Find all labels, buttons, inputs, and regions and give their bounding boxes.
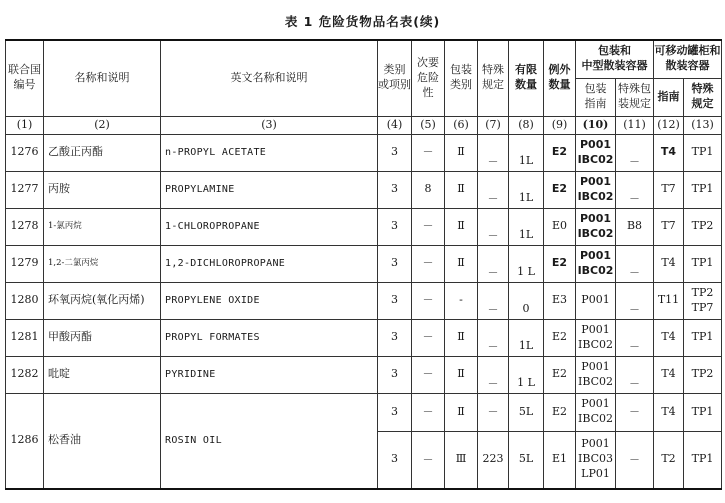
col-number: (9) (544, 116, 576, 134)
packing-instruction: P001 IBC02 (576, 208, 616, 245)
header-pack-ibc: 包装和 中型散装容器 (576, 40, 654, 78)
limited-quantity: 1 L (509, 245, 544, 282)
table-title: 表 1 危险货物品名表(续) (284, 14, 441, 29)
chinese-name: 松香油 (44, 393, 161, 489)
excepted-quantity: E2 (544, 356, 576, 393)
col-number: (3) (161, 116, 378, 134)
tank-special: TP1 (684, 171, 722, 208)
special-provision: — (478, 245, 509, 282)
tank-instruction: T11 (654, 282, 684, 319)
excepted-quantity: E2 (544, 171, 576, 208)
packing-instruction: P001 IBC02 (576, 134, 616, 171)
class: 3 (378, 319, 412, 356)
header-tank-instr: 指南 (654, 78, 684, 116)
table-body (6, 134, 722, 393)
packing-special: — (616, 245, 654, 282)
header-row-1 (6, 40, 722, 78)
col-number: (13) (684, 116, 722, 134)
col-number: (8) (509, 116, 544, 134)
sub-risk: — (412, 393, 445, 431)
chinese-name: 环氧丙烷(氧化丙烯) (44, 282, 161, 319)
column-number-row (6, 116, 722, 134)
chinese-name: 1,2-二氯丙烷 (44, 245, 161, 282)
sub-risk: — (412, 245, 445, 282)
packing-group: Ⅱ (445, 134, 478, 171)
table-row (6, 282, 722, 319)
special-provision: — (478, 171, 509, 208)
col-number: (5) (412, 116, 445, 134)
packing-special: — (616, 134, 654, 171)
special-provision: 223 (478, 431, 509, 489)
class: 3 (378, 282, 412, 319)
packing-special: — (616, 282, 654, 319)
tank-instruction: T4 (654, 356, 684, 393)
un-number: 1282 (6, 356, 44, 393)
tank-instruction: T4 (654, 245, 684, 282)
chinese-name: 1-氯丙烷 (44, 208, 161, 245)
sub-risk: — (412, 282, 445, 319)
packing-instruction: P001 (576, 282, 616, 319)
class: 3 (378, 208, 412, 245)
special-provision: — (478, 319, 509, 356)
packing-group: Ⅱ (445, 393, 478, 431)
tank-special: TP1 (684, 134, 722, 171)
packing-special: — (616, 171, 654, 208)
tank-special: TP1 (684, 431, 722, 489)
header-sub-risk: 次要 危险性 (412, 40, 445, 116)
col-number: (11) (616, 116, 654, 134)
class: 3 (378, 245, 412, 282)
packing-special: — (616, 356, 654, 393)
un-number: 1286 (6, 393, 44, 489)
tank-instruction: T4 (654, 134, 684, 171)
sub-risk: 8 (412, 171, 445, 208)
special-provision: — (478, 356, 509, 393)
tank-instruction: T2 (654, 431, 684, 489)
limited-quantity: 1L (509, 134, 544, 171)
table-row (6, 134, 722, 171)
tank-special: TP2 (684, 356, 722, 393)
excepted-quantity: E3 (544, 282, 576, 319)
packing-instruction: P001 IBC02 (576, 245, 616, 282)
packing-special: — (616, 431, 654, 489)
special-provision: — (478, 393, 509, 431)
header-limited: 有限 数量 (509, 40, 544, 116)
excepted-quantity: E2 (544, 393, 576, 431)
table-row (6, 171, 722, 208)
table-row (6, 245, 722, 282)
packing-special: — (616, 393, 654, 431)
excepted-quantity: E2 (544, 245, 576, 282)
un-number: 1279 (6, 245, 44, 282)
excepted-quantity: E2 (544, 319, 576, 356)
tank-special: TP2 (684, 208, 722, 245)
packing-group: Ⅱ (445, 356, 478, 393)
tank-instruction: T4 (654, 319, 684, 356)
limited-quantity: 0 (509, 282, 544, 319)
tank-special: TP1 (684, 245, 722, 282)
col-number: (7) (478, 116, 509, 134)
packing-special: B8 (616, 208, 654, 245)
class: 3 (378, 171, 412, 208)
english-name: PROPYLENE OXIDE (161, 282, 378, 319)
header-special: 特殊 规定 (478, 40, 509, 116)
col-number: (12) (654, 116, 684, 134)
chinese-name: 乙酸正丙酯 (44, 134, 161, 171)
packing-special: — (616, 319, 654, 356)
limited-quantity: 1L (509, 319, 544, 356)
english-name: 1,2-DICHLOROPROPANE (161, 245, 378, 282)
tank-instruction: T4 (654, 393, 684, 431)
sub-risk: — (412, 319, 445, 356)
header-pack-group: 包装 类别 (445, 40, 478, 116)
english-name: n-PROPYL ACETATE (161, 134, 378, 171)
packing-instruction: P001 IBC02 (576, 356, 616, 393)
un-number: 1276 (6, 134, 44, 171)
english-name: ROSIN OIL (161, 393, 378, 489)
sub-risk: — (412, 208, 445, 245)
col-number: (1) (6, 116, 44, 134)
english-name: PROPYL FORMATES (161, 319, 378, 356)
sub-risk: — (412, 431, 445, 489)
packing-instruction: P001 IBC02 (576, 171, 616, 208)
limited-quantity: 5L (509, 431, 544, 489)
col-number: (6) (445, 116, 478, 134)
english-name: PYRIDINE (161, 356, 378, 393)
limited-quantity: 1L (509, 208, 544, 245)
chinese-name: 吡啶 (44, 356, 161, 393)
header-class: 类别 或项别 (378, 40, 412, 116)
un-number: 1278 (6, 208, 44, 245)
limited-quantity: 5L (509, 393, 544, 431)
table-row (6, 356, 722, 393)
un-number: 1280 (6, 282, 44, 319)
chinese-name: 甲酸丙酯 (44, 319, 161, 356)
header-tank: 可移动罐柜和 散装容器 (654, 40, 722, 78)
special-provision: — (478, 282, 509, 319)
sub-risk: — (412, 134, 445, 171)
packing-group: Ⅱ (445, 319, 478, 356)
header-pack-special: 特殊包 装规定 (616, 78, 654, 116)
packing-group: Ⅱ (445, 208, 478, 245)
table-body-last-entry (6, 393, 722, 489)
tank-special: TP1 (684, 319, 722, 356)
col-number: (2) (44, 116, 161, 134)
tank-special: TP1 (684, 393, 722, 431)
packing-group: Ⅱ (445, 245, 478, 282)
excepted-quantity: E2 (544, 134, 576, 171)
header-pack-instr: 包装 指南 (576, 78, 616, 116)
packing-group: Ⅱ (445, 171, 478, 208)
table-row (6, 393, 722, 431)
special-provision: — (478, 134, 509, 171)
header-name: 名称和说明 (44, 40, 161, 116)
limited-quantity: 1 L (509, 356, 544, 393)
packing-instruction: P001 IBC03 LP01 (576, 431, 616, 489)
english-name: PROPYLAMINE (161, 171, 378, 208)
chinese-name: 丙胺 (44, 171, 161, 208)
tank-instruction: T7 (654, 208, 684, 245)
class: 3 (378, 393, 412, 431)
tank-instruction: T7 (654, 171, 684, 208)
col-number: (10) (576, 116, 616, 134)
table-row (6, 319, 722, 356)
tank-special: TP2 TP7 (684, 282, 722, 319)
un-number: 1281 (6, 319, 44, 356)
packing-instruction: P001 IBC02 (576, 319, 616, 356)
sub-risk: — (412, 356, 445, 393)
special-provision: — (478, 208, 509, 245)
packing-group: Ⅲ (445, 431, 478, 489)
packing-group: - (445, 282, 478, 319)
col-number: (4) (378, 116, 412, 134)
excepted-quantity: E0 (544, 208, 576, 245)
class: 3 (378, 134, 412, 171)
header-un-no: 联合国 编号 (6, 40, 44, 116)
table-row (6, 208, 722, 245)
class: 3 (378, 431, 412, 489)
limited-quantity: 1L (509, 171, 544, 208)
class: 3 (378, 356, 412, 393)
packing-instruction: P001 IBC02 (576, 393, 616, 431)
header-excepted: 例外 数量 (544, 40, 576, 116)
header-english: 英文名称和说明 (161, 40, 378, 116)
header-tank-special: 特殊 规定 (684, 78, 722, 116)
un-number: 1277 (6, 171, 44, 208)
dangerous-goods-table (5, 39, 722, 490)
excepted-quantity: E1 (544, 431, 576, 489)
english-name: 1-CHLOROPROPANE (161, 208, 378, 245)
